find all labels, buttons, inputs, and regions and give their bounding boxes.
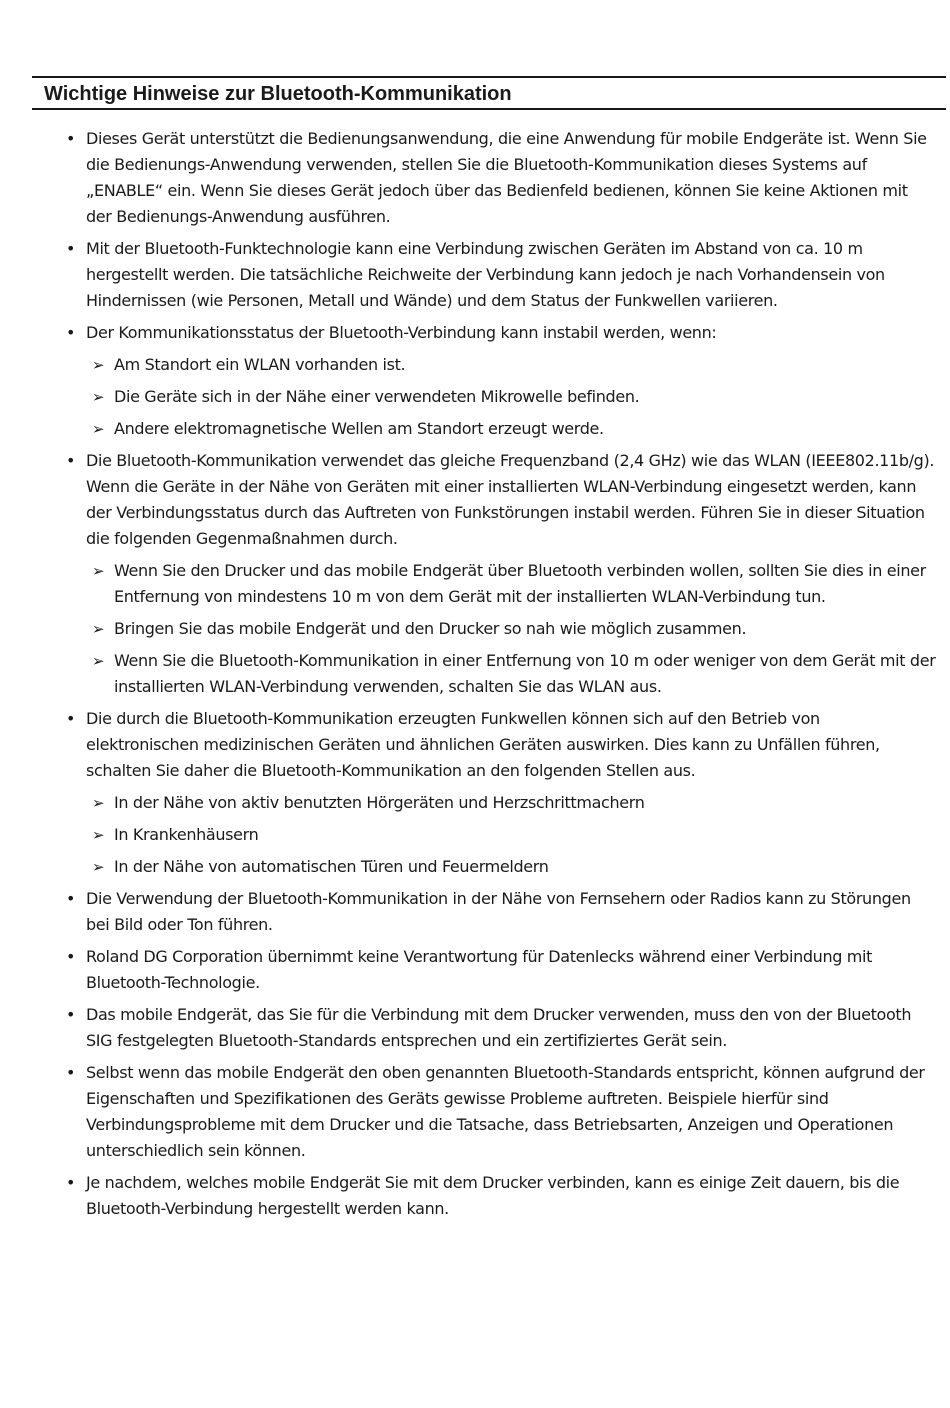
arrow-bullet-icon: ➢: [92, 356, 105, 374]
list-item-text: Je nachdem, welches mobile Endgerät Sie mit dem Drucker verbinden, kann es einige Zeit dauern, bis die Bluetooth-Verbindung hergestellt werden kann.: [86, 1173, 900, 1218]
notes-content: [64, 126, 936, 1228]
list-item: [64, 1002, 936, 1054]
sub-list-item: [90, 854, 936, 880]
list-item-text: Die durch die Bluetooth-Kommunikation erzeugten Funkwellen können sich auf den Betrieb von elektronischen medizinischen Geräten und ähnlichen Geräten auswirken. Dies kann zu Unfällen führen, schalten Sie daher die Bluetooth-Kommunikation an den folgenden Stellen aus.: [86, 709, 880, 780]
bullet-icon: •: [66, 709, 76, 728]
arrow-bullet-icon: ➢: [92, 620, 105, 638]
sub-list-item-text: Am Standort ein WLAN vorhanden ist.: [114, 355, 406, 374]
bullet-icon: •: [66, 323, 76, 342]
arrow-bullet-icon: ➢: [92, 826, 105, 844]
arrow-bullet-icon: ➢: [92, 794, 105, 812]
arrow-bullet-icon: ➢: [92, 420, 105, 438]
list-item: [64, 236, 936, 314]
list-item: [64, 944, 936, 996]
sub-list-item-text: Bringen Sie das mobile Endgerät und den Drucker so nah wie möglich zusammen.: [114, 619, 747, 638]
bullet-icon: •: [66, 1173, 76, 1192]
arrow-bullet-icon: ➢: [92, 652, 105, 670]
list-item-text: Die Bluetooth-Kommunikation verwendet das gleiche Frequenzband (2,4 GHz) wie das WLAN (IEEE802.11b/g). Wenn die Geräte in der Nähe von Geräten mit einer installierten WLAN-Verbindung eingesetzt werden, kann der Verbindungsstatus durch das Auftreten von Funkstörungen instabil werden. Führen Sie in dieser Situation die folgenden Gegenmaßnahmen durch.: [86, 451, 935, 548]
notes-list: [64, 126, 936, 1222]
sub-list-item: [90, 822, 936, 848]
list-item: [64, 1170, 936, 1222]
section-heading-bar: [32, 76, 946, 110]
bullet-icon: •: [66, 1063, 76, 1082]
sub-list-item: [90, 384, 936, 410]
sub-list-item-text: In Krankenhäusern: [114, 825, 259, 844]
sub-list-item-text: Wenn Sie den Drucker und das mobile Endgerät über Bluetooth verbinden wollen, sollten Sie dies in einer Entfernung von mindestens 10 m von dem Gerät mit der installierten WLAN-Verbindung tun.: [114, 561, 926, 606]
bullet-icon: •: [66, 129, 76, 148]
sub-list-item: [90, 558, 936, 610]
list-item-text: Das mobile Endgerät, das Sie für die Verbindung mit dem Drucker verwenden, muss den von der Bluetooth SIG festgelegten Bluetooth-Standards entsprechen und ein zertifiziertes Gerät sein.: [86, 1005, 912, 1050]
list-item-text: Der Kommunikationsstatus der Bluetooth-Verbindung kann instabil werden, wenn:: [86, 323, 717, 342]
list-item: [64, 1060, 936, 1164]
list-item: [64, 886, 936, 938]
bullet-icon: •: [66, 889, 76, 908]
bullet-icon: •: [66, 239, 76, 258]
list-item-text: Die Verwendung der Bluetooth-Kommunikation in der Nähe von Fernsehern oder Radios kann zu Störungen bei Bild oder Ton führen.: [86, 889, 911, 934]
list-item-text: Mit der Bluetooth-Funktechnologie kann eine Verbindung zwischen Geräten im Abstand von ca. 10 m hergestellt werden. Die tatsächliche Reichweite der Verbindung kann jedoch je nach Vorhandensein von Hindernissen (wie Personen, Metall und Wände) und dem Status der Funkwellen variieren.: [86, 239, 885, 310]
bullet-icon: •: [66, 1005, 76, 1024]
section-title: Wichtige Hinweise zur Bluetooth-Kommunikation: [44, 83, 512, 105]
sub-list-item-text: In der Nähe von aktiv benutzten Hörgeräten und Herzschrittmachern: [114, 793, 645, 812]
sub-list-item-text: Wenn Sie die Bluetooth-Kommunikation in einer Entfernung von 10 m oder weniger von dem Gerät mit der installierten WLAN-Verbindung verwenden, schalten Sie das WLAN aus.: [114, 651, 936, 696]
sub-list: [86, 790, 936, 880]
sub-list-item: [90, 416, 936, 442]
sub-list-item: [90, 648, 936, 700]
list-item-text: Selbst wenn das mobile Endgerät den oben genannten Bluetooth-Standards entspricht, können aufgrund der Eigenschaften und Spezifikationen des Geräts gewisse Probleme auftreten. Beispiele hierfür sind Verbindungsprobleme mit dem Drucker und die Tatsache, dass Betriebsarten, Anzeigen und Operationen unterschiedlich sein können.: [86, 1063, 925, 1160]
sub-list-item: [90, 352, 936, 378]
sub-list: [86, 558, 936, 700]
arrow-bullet-icon: ➢: [92, 388, 105, 406]
bullet-icon: •: [66, 451, 76, 470]
arrow-bullet-icon: ➢: [92, 858, 105, 876]
sub-list: [86, 352, 936, 442]
list-item-text: Dieses Gerät unterstützt die Bedienungsanwendung, die eine Anwendung für mobile Endgeräte ist. Wenn Sie die Bedienungs-Anwendung verwenden, stellen Sie die Bluetooth-Kommunikation dieses Systems auf „ENABLE“ ein. Wenn Sie dieses Gerät jedoch über das Bedienfeld bedienen, können Sie keine Aktionen mit der Bedienungs-Anwendung ausführen.: [86, 129, 927, 226]
list-item-text: Roland DG Corporation übernimmt keine Verantwortung für Datenlecks während einer Verbindung mit Bluetooth-Technologie.: [86, 947, 873, 992]
list-item: [64, 448, 936, 700]
list-item: [64, 706, 936, 880]
arrow-bullet-icon: ➢: [92, 562, 105, 580]
sub-list-item: [90, 790, 936, 816]
list-item: [64, 320, 936, 442]
sub-list-item-text: In der Nähe von automatischen Türen und Feuermeldern: [114, 857, 549, 876]
bullet-icon: •: [66, 947, 76, 966]
sub-list-item-text: Andere elektromagnetische Wellen am Standort erzeugt werde.: [114, 419, 604, 438]
list-item: [64, 126, 936, 230]
sub-list-item: [90, 616, 936, 642]
sub-list-item-text: Die Geräte sich in der Nähe einer verwendeten Mikrowelle befinden.: [114, 387, 640, 406]
